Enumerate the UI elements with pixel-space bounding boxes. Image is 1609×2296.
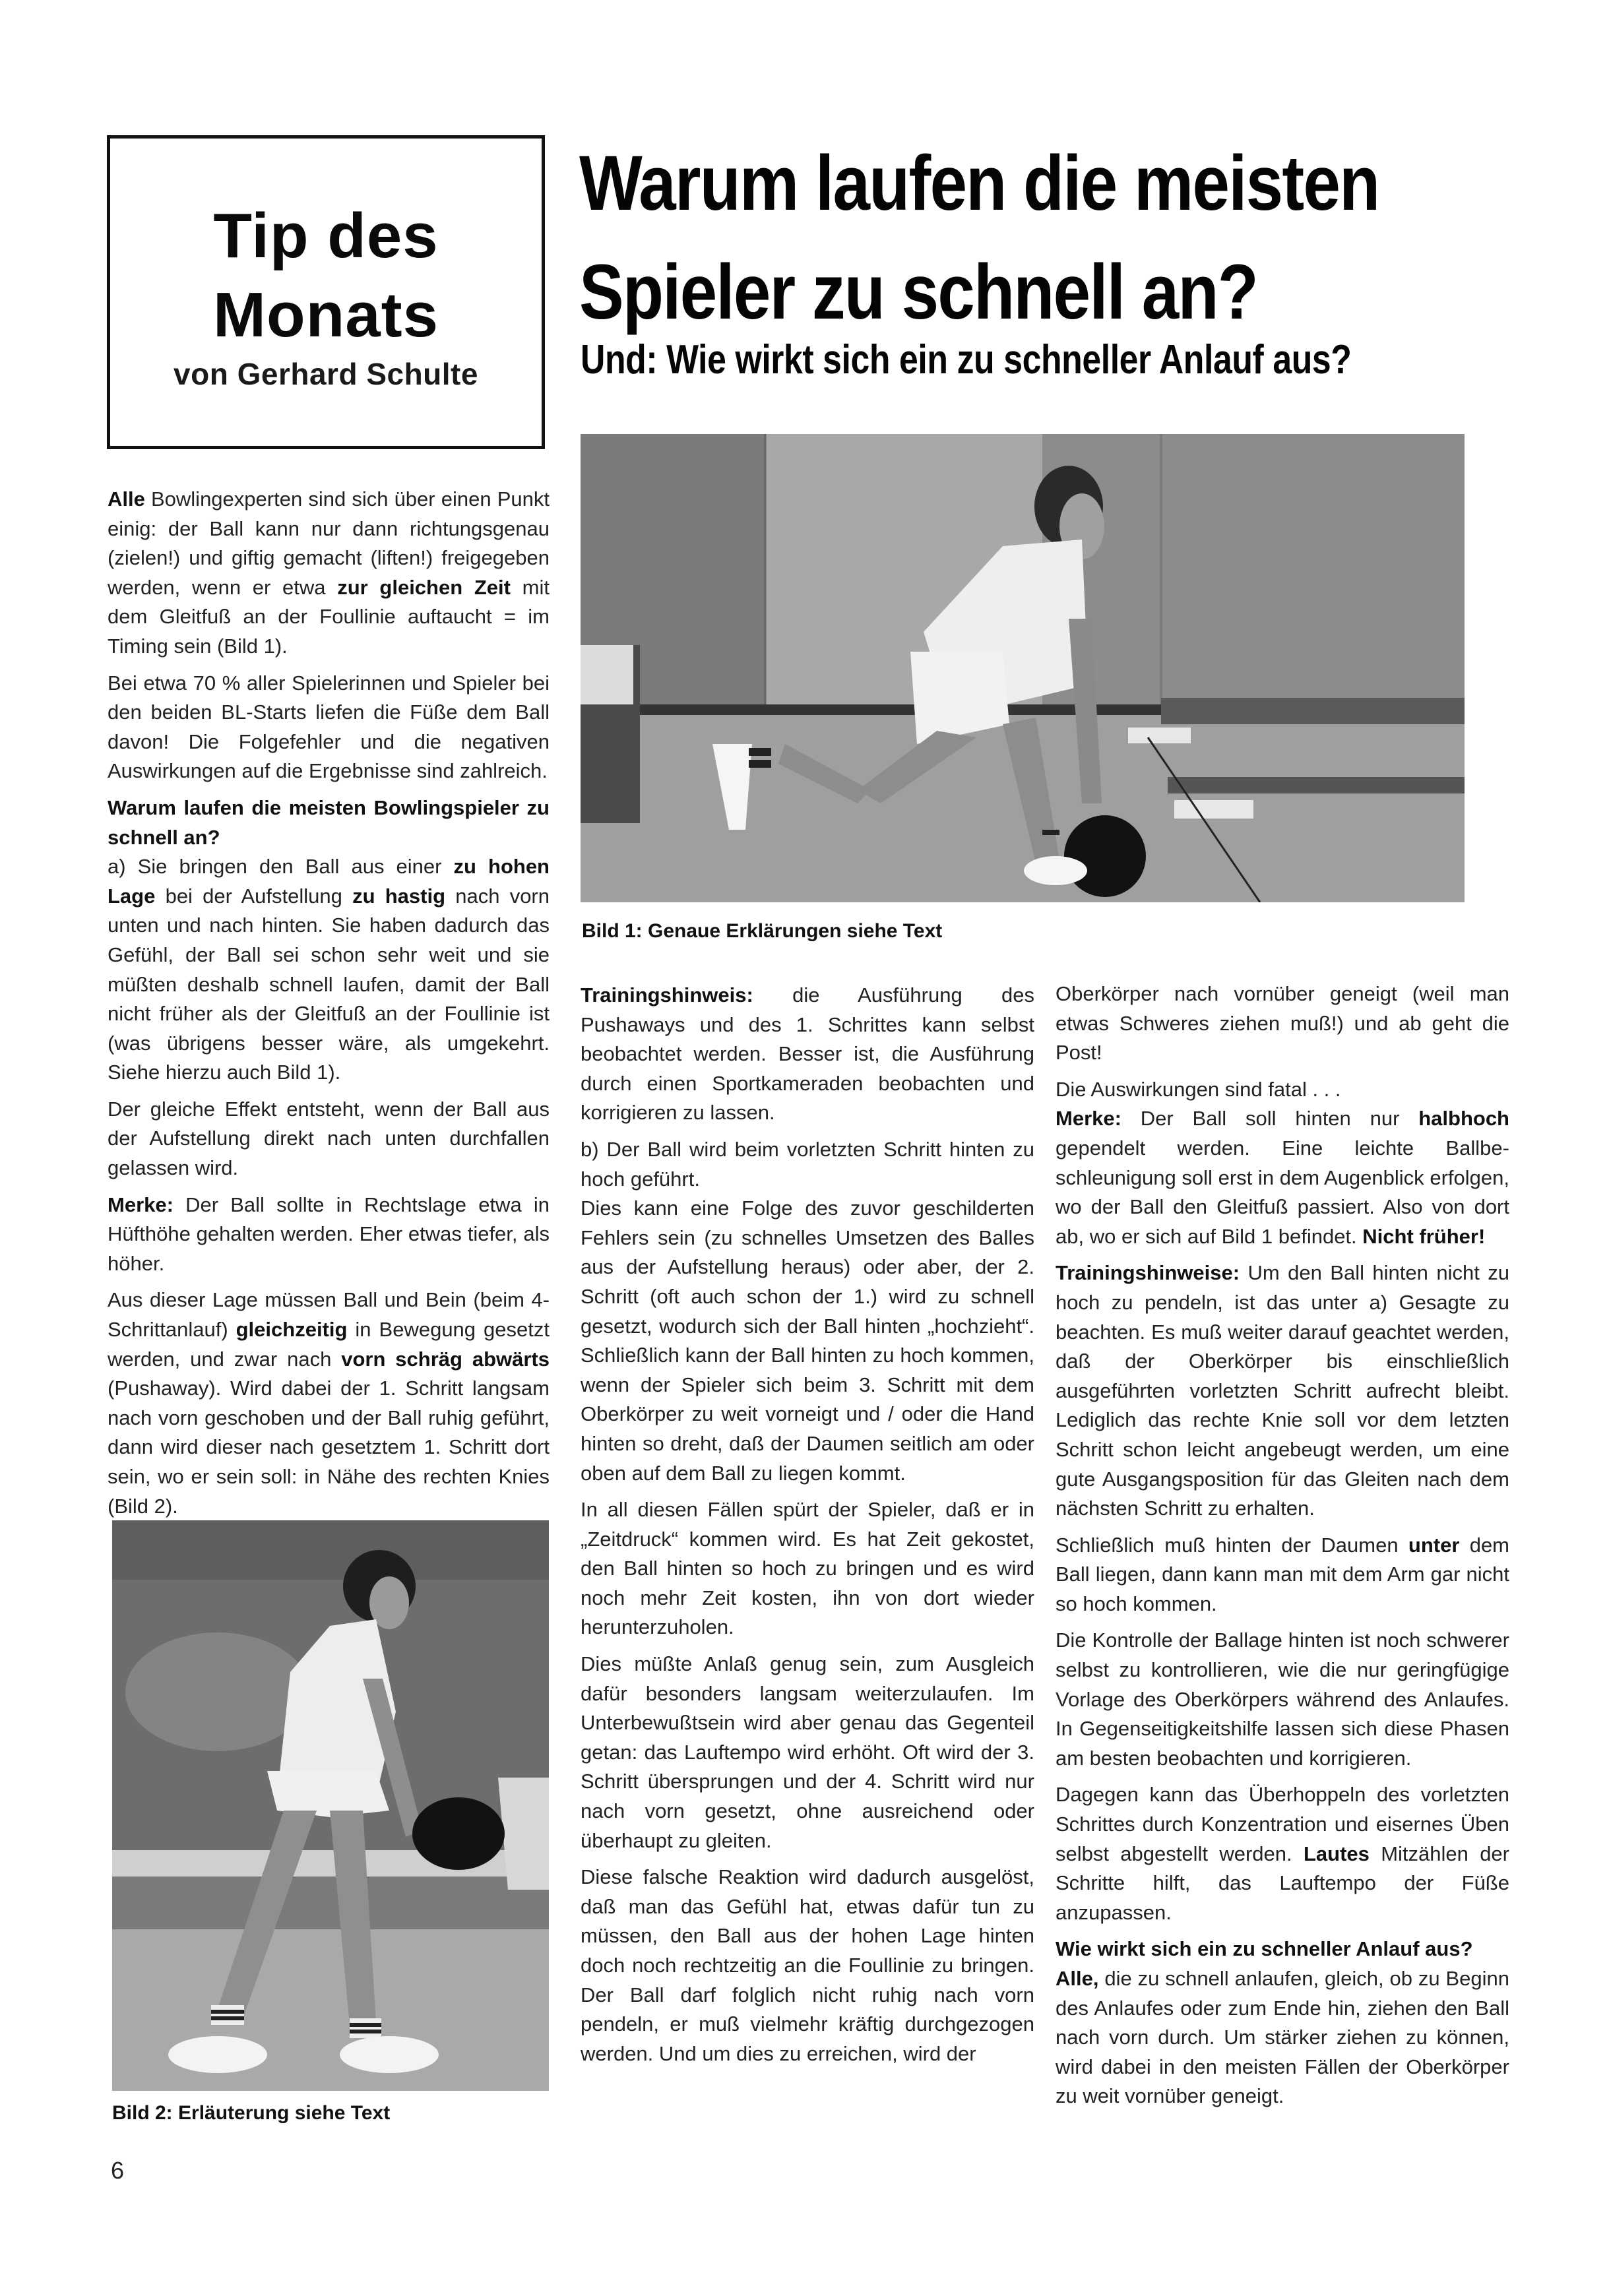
paragraph: [1056, 1104, 1509, 1251]
paragraph: [108, 1191, 550, 1279]
article-subheadline: Und: Wie wirkt sich ein zu schneller Anlauf aus?: [581, 337, 1352, 383]
paragraph: In all diesen Fällen spürt der Spieler, daß er in „Zeitdruck“ kommen wird. Es hat Zeit gekostet, den Ball hinten so hoch zu bringen und es wird noch mehr Zeit kosten, ihn von dort wieder herunterzuholen.: [581, 1498, 1034, 1639]
bold-emphasis: zu hohen Lage: [108, 855, 550, 908]
paragraph: [1056, 1531, 1509, 1619]
paragraph: [108, 1286, 550, 1521]
photo-2-illustration: [112, 1520, 549, 2091]
author-byline: von Gerhard Schulte: [174, 357, 478, 391]
page-number: 6: [111, 2157, 125, 2184]
text: mit dem Gleitfuß an der Foullinie auftaucht = im Timing sein (Bild 1).: [108, 575, 550, 658]
trainingshinweis-label: Trainingshinweis:: [581, 983, 753, 1007]
figure-caption-2: Bild 2: Erläuterung siehe Text: [112, 2102, 391, 2124]
paragraph: Oberkörper nach vornüber geneigt (weil man etwas Schweres ziehen muß!) und ab geht die Post!: [1056, 982, 1509, 1065]
tip-title-line-1: Tip des: [213, 201, 439, 271]
paragraph: Die Auswirkungen sind fatal . . .: [1056, 1077, 1341, 1101]
text: nach vorn unten und nach hinten. Sie haben dadurch das Gefühl, der Ball sei schon sehr weit und sie müßten deshalb schnell laufen, damit der Ball nicht früher als der Gleitfuß an der Foullinie ist (was übrigens besser wäre, als umgekehrt. Siehe hierzu auch Bild 1).: [108, 884, 550, 1084]
trainingshinweise-label: Trainingshinweise:: [1056, 1261, 1240, 1285]
text: Der Ball soll hinten nur: [1121, 1107, 1419, 1131]
paragraph: Bei etwa 70 % aller Spielerinnen und Spieler bei den beiden BL-Starts liefen die Füße dem Ball davon! Die Folgefehler und die negativen Auswirkungen auf die Ergebnisse sind zahlreich.: [108, 671, 550, 783]
photo-bowler-at-foul-line: [581, 434, 1465, 902]
paragraph: [108, 485, 550, 662]
article-column-right: [1056, 979, 1509, 2119]
paragraph: [1056, 1780, 1509, 1927]
bold-emphasis: Lautes: [1303, 1842, 1370, 1865]
paragraph: Dies müßte Anlaß genug sein, zum Ausgleich dafür besonders langsam weiterzulaufen. Im Unterbewußtsein wird aber genau das Gegenteil getan: das Lauftempo wird erhöht. Oft wird der 3. Schritt übersprungen und der 4. Schritt wird nur nach vorn gesetzt, ohne ausreichend oder überhaupt zu gleiten.: [581, 1652, 1034, 1852]
photo-bowler-approach: [112, 1520, 549, 2091]
paragraph: [581, 981, 1034, 1128]
tip-title-line-2: Monats: [213, 280, 439, 350]
section-heading-text: Wie wirkt sich ein zu schneller Anlauf aus?: [1056, 1937, 1473, 1961]
merke-label: Merke:: [1056, 1107, 1121, 1131]
text: bei der Aufstellung: [155, 884, 353, 908]
paragraph: [1056, 1258, 1509, 1523]
article-column-left: [108, 485, 550, 1528]
bold-emphasis: zur gleichen Zeit: [337, 575, 511, 599]
text: Schließlich muß hinten der Daumen: [1056, 1533, 1408, 1557]
text: Um den Ball hinten nicht zu hoch zu pendeln, ist das unter a) Gesagte zu beachten. Es muß weiter darauf geachtet werden, daß der Oberkörper bis einschließlich ausgeführten vorletzten Schritt aufrecht bleibt. Lediglich das rechte Knie soll vor dem letzten Schritt schon leicht angebeugt werden, um eine gute Ausgangsposition für das Gleiten nach dem nächsten Schritt zu erhalten.: [1056, 1261, 1509, 1520]
text: Der Ball sollte in Rechtslage etwa in Hüfthöhe gehalten werden. Eher etwas tiefer, als höher.: [108, 1193, 550, 1275]
headline-line-2: Spieler zu schnell an?: [579, 249, 1258, 336]
bold-emphasis: zu hastig: [352, 884, 446, 908]
text: die Ausführung des Pushaways und des 1. Schrittes kann selbst beobachtet werden. Besser ist, die Ausführung durch einen Sportkameraden beobachten und korrigieren zu lassen.: [581, 983, 1034, 1125]
tip-des-monats-box: [107, 135, 545, 449]
bold-emphasis: halbhoch: [1418, 1107, 1509, 1131]
bold-emphasis: vorn schräg abwärts: [341, 1347, 550, 1371]
headline-line-1: Warum laufen die meisten: [579, 140, 1379, 227]
paragraph: Diese falsche Reaktion wird dadurch ausgelöst, daß man das Gefühl hat, etwas dafür tun zu müssen, den Ball aus der hohen Lage hinten doch noch rechtzeitig an die Foullinie zu bringen. Der Ball darf folglich nicht ruhig nach vorn pendeln, er muß vielmehr kräftig durchgezogen werden. Und um dies zu erreichen, wird der: [581, 1865, 1034, 2065]
bold-emphasis: gleichzeitig: [236, 1318, 348, 1342]
bold-emphasis: Nicht früher!: [1362, 1224, 1486, 1248]
text: (Pushaway). Wird dabei der 1. Schritt langsam nach vorn geschoben und der Ball ruhig geführt, dann wird dieser nach gesetztem 1. Schritt dort sein, wo er sein soll: in Nähe des rechten Knies (Bild 2).: [108, 1377, 550, 1518]
paragraph: Die Kontrolle der Ballage hinten ist noch schwerer selbst zu kontrollieren, wie die nur geringfügige Vorlage des Oberkörpers während des Anlaufes. In Gegenseitigkeitshilfe lassen sich diese Phasen am besten beobachten und korrigieren.: [1056, 1629, 1509, 1770]
paragraph: [1056, 1964, 1509, 2111]
text: Mitzählen der Schritte hilft, das Lauftempo der Füße anzupassen.: [1056, 1842, 1509, 1924]
text: dem Ball liegen, dann kann man mit dem Arm gar nicht so hoch kommen.: [1056, 1533, 1510, 1615]
bold-lead: Alle: [108, 487, 145, 511]
paragraph: Dies kann eine Folge des zuvor geschilderten Fehlers sein (zu schnelles Umsetzen des Balles aus der Aufstellung heraus) oder aber, der 2. Schritt (oft auch schon der 1.) wird zu schnell gesetzt, wodurch sich der Ball hinten „hochzieht“. Schließlich kann der Ball hinten zu hoch kommen, wenn der Spieler sich beim 3. Schritt mit dem Oberkörper zu weit vorneigt und / oder die Hand hinten so dreht, daß der Daumen seitlich am oder oben auf dem Ball zu liegen kommt.: [581, 1196, 1034, 1485]
text: Bowlingexperten sind sich über einen Punkt einig: der Ball kann nur dann richtungsgenau (zielen!) und giftig gemacht (liften!) freigegeben werden, wenn er etwa: [108, 487, 550, 599]
article-column-middle: [581, 981, 1034, 2076]
text: a) Sie bringen den Ball aus einer: [108, 855, 454, 879]
bold-lead: Alle,: [1056, 1967, 1099, 1990]
text: gependelt werden. Eine leichte Ballbeschleunigung soll erst in dem Augenblick erfolgen, wo der Ball den Gleitfuß passiert. Also von dort ab, wo er sich auf Bild 1 befindet.: [1056, 1136, 1509, 1248]
paragraph: [108, 852, 550, 1088]
tip-box-title: [110, 197, 542, 355]
merke-label: Merke:: [108, 1193, 174, 1216]
figure-caption-1: Bild 1: Genaue Erklärungen siehe Text: [582, 920, 943, 942]
section-heading: [1056, 1935, 1509, 1964]
paragraph: b) Der Ball wird beim vorletzten Schritt hinten zu hoch geführt.: [581, 1137, 1034, 1191]
section-heading-text: Warum laufen die meisten Bowlingspieler zu schnell an?: [108, 795, 550, 849]
text: in Bewegung gesetzt werden, und zwar nach: [108, 1318, 550, 1371]
paragraph: Der gleiche Effekt entsteht, wenn der Ball aus der Aufstellung direkt nach unten durchfallen gelassen wird.: [108, 1097, 550, 1180]
section-heading: [108, 793, 550, 852]
text: die zu schnell anlaufen, gleich, ob zu Beginn des Anlaufes oder zum Ende hin, ziehen den Ball nach vorn durch. Um stärker ziehen zu können, wird dabei in den meisten Fällen der Oberkörper zu weit vornüber geneigt.: [1056, 1967, 1509, 2108]
photo-1-illustration: [581, 434, 1465, 902]
text: Aus dieser Lage müssen Ball und Bein (beim 4-Schrittanlauf): [108, 1288, 550, 1342]
text: Dagegen kann das Überhoppeln des vorletzten Schrittes durch Konzentration und eisernes Üben selbst abgestellt werden.: [1056, 1783, 1509, 1865]
article-headline: [579, 129, 1379, 347]
bold-emphasis: unter: [1408, 1533, 1460, 1557]
